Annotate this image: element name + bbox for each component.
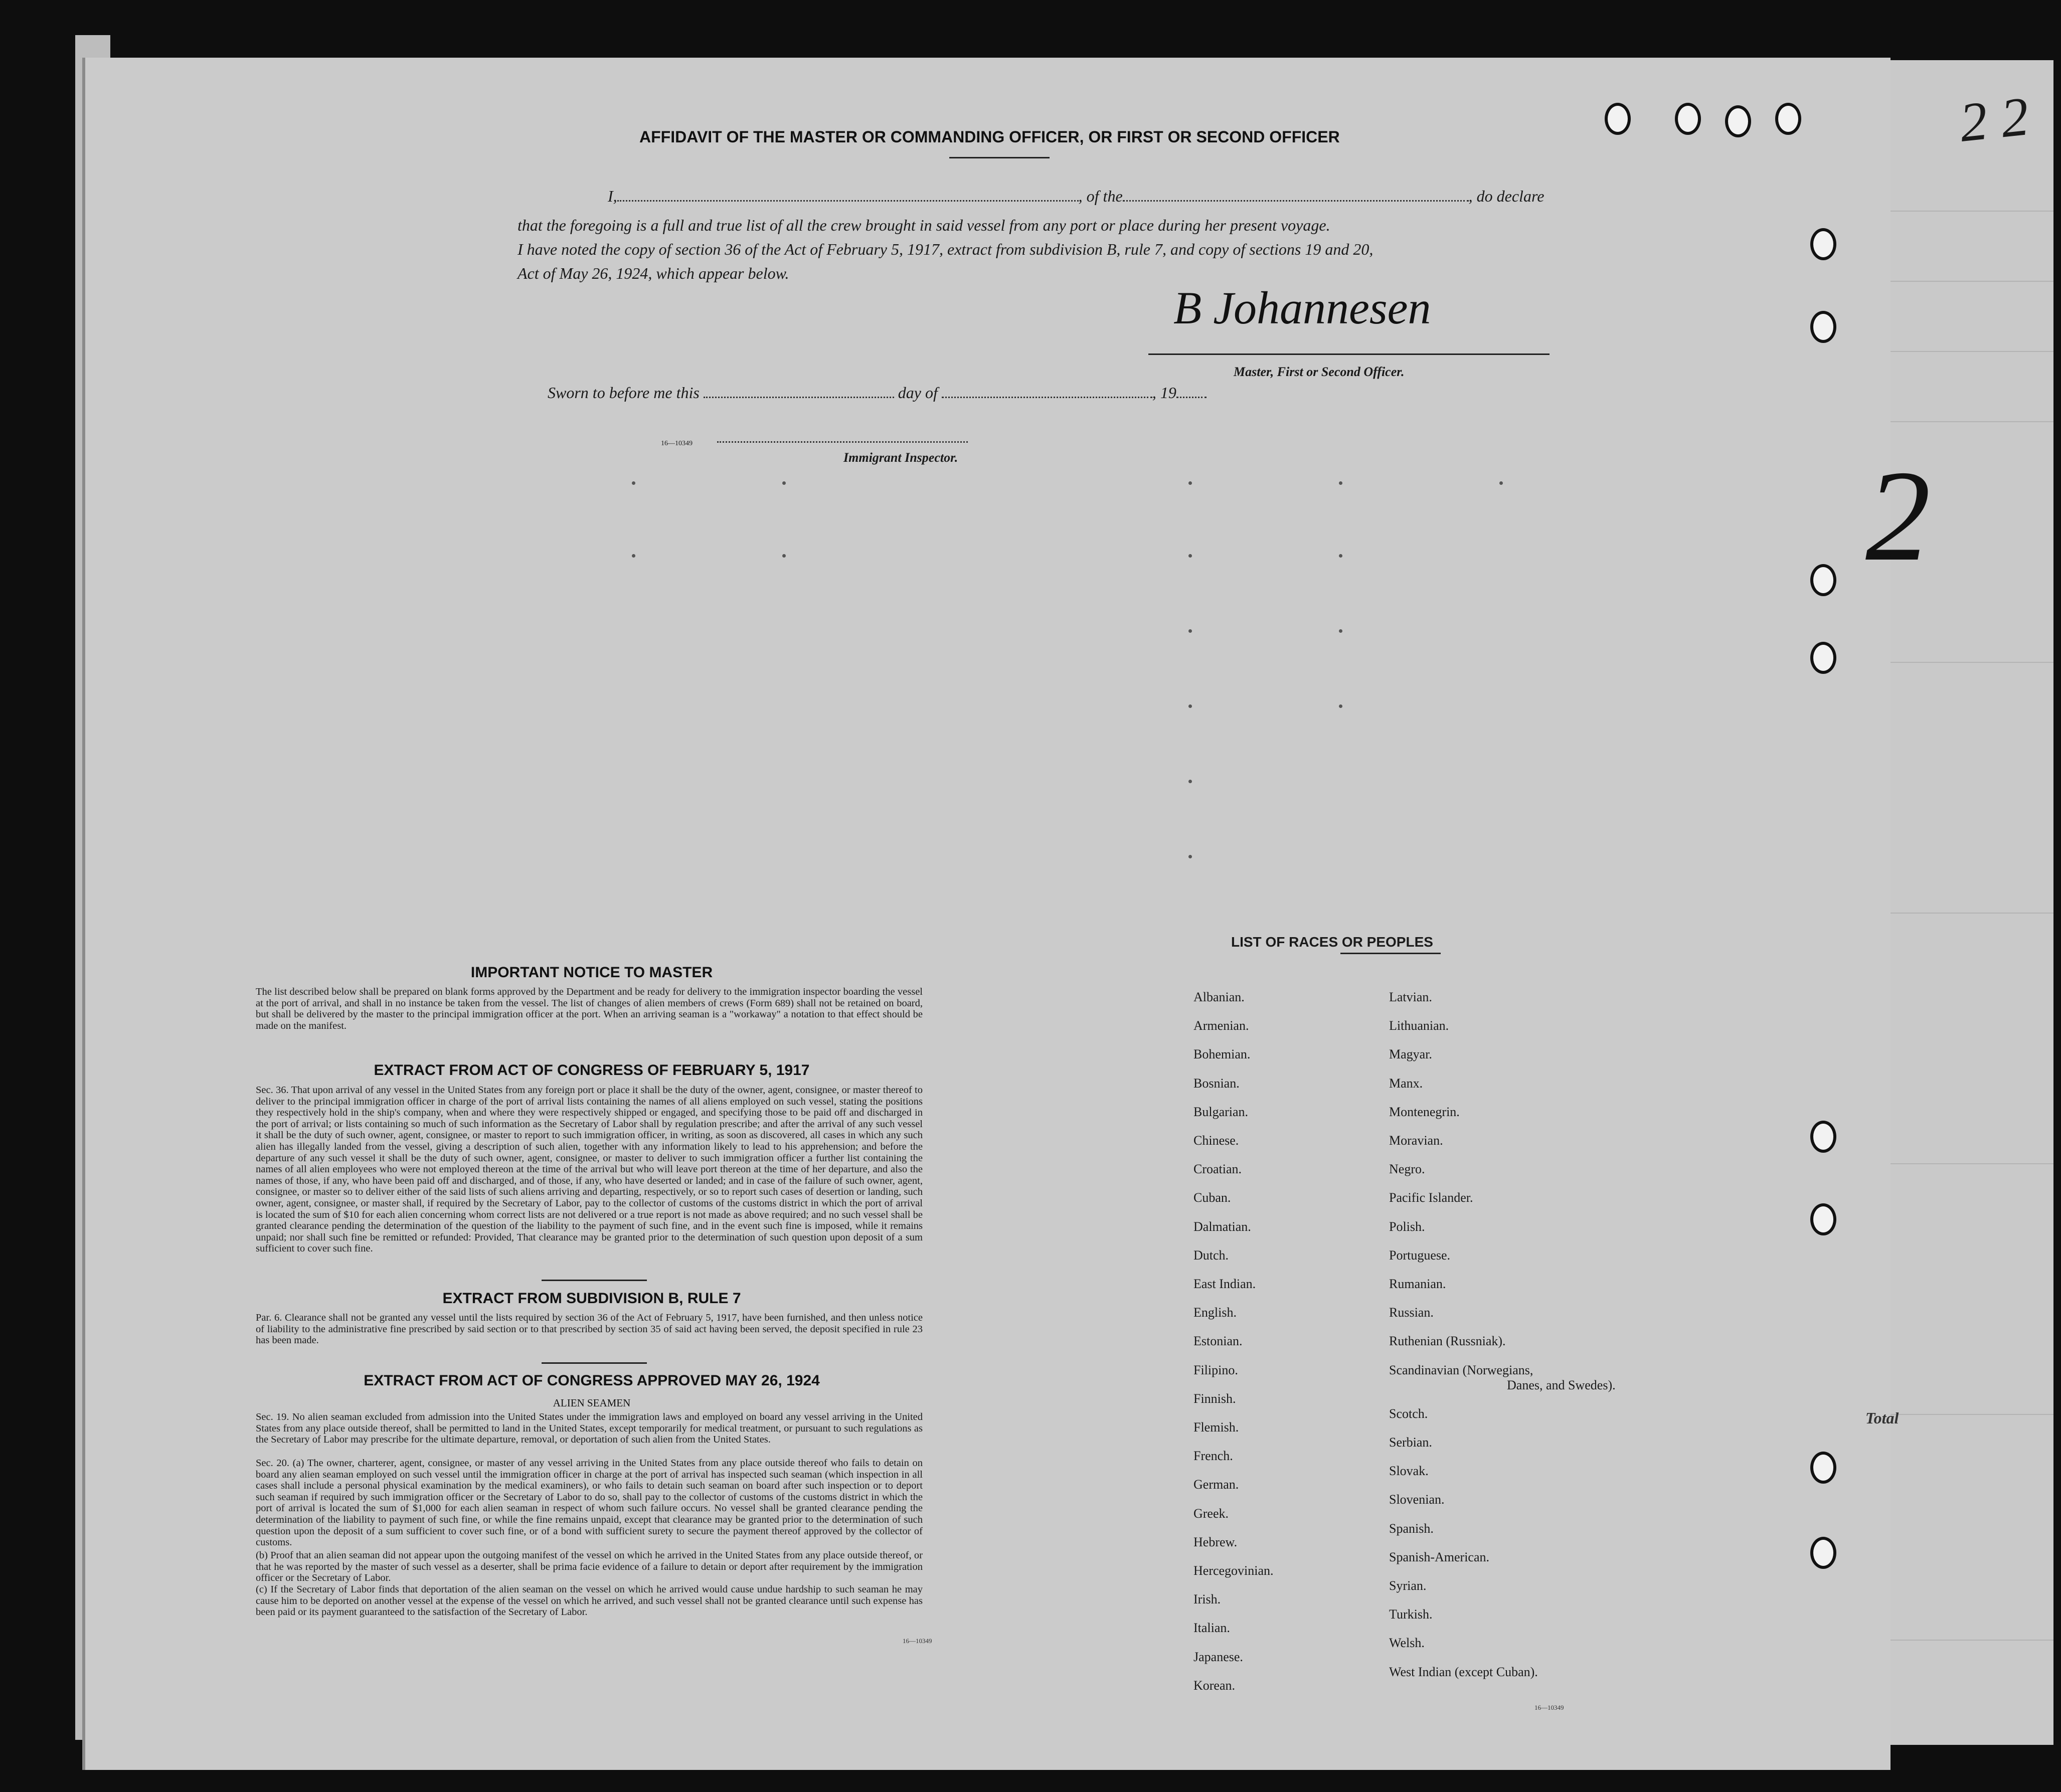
affidavit-page <box>85 58 1891 1770</box>
signature-line <box>1148 353 1550 355</box>
bleed-mark <box>1188 780 1192 783</box>
name-blank <box>617 188 1079 202</box>
bleed-mark <box>782 481 786 485</box>
bleed-mark <box>1188 704 1192 708</box>
signature-caption: Master, First or Second Officer. <box>1234 365 1405 379</box>
extract-rule7-title: EXTRACT FROM SUBDIVISION B, RULE 7 <box>442 1290 741 1307</box>
affidavit-title: AFFIDAVIT OF THE MASTER OR COMMANDING OFFICER, OR FIRST OR SECOND OFFICER <box>639 128 1340 146</box>
race-item: Italian. <box>1193 1621 1230 1636</box>
sworn-text: Sworn to before me this <box>548 384 700 402</box>
punch-hole <box>1810 1537 1836 1569</box>
race-item: Portuguese. <box>1389 1247 1451 1263</box>
bleed-mark <box>1188 554 1192 558</box>
notice-title: IMPORTANT NOTICE TO MASTER <box>470 964 713 981</box>
affidavit-do-declare: , do declare <box>1468 187 1544 205</box>
bleed-mark <box>1339 704 1342 708</box>
year-text: , 19 <box>1152 384 1176 402</box>
affidavit-line-4: Act of May 26, 1924, which appear below. <box>518 264 789 282</box>
race-item: Russian. <box>1389 1305 1434 1320</box>
race-item: Filipino. <box>1193 1362 1238 1377</box>
race-item: Magyar. <box>1389 1047 1432 1062</box>
affidavit-line-2: that the foregoing is a full and true list of all the crew brought in said vessel from any port or place during her present voyage. <box>518 216 1330 234</box>
race-item: Estonian. <box>1193 1334 1243 1349</box>
bleed-mark <box>632 554 635 558</box>
race-item: Turkish. <box>1389 1607 1433 1622</box>
affidavit-line-1 <box>518 187 1544 206</box>
sec20b-text: (b) Proof that an alien seaman did not appear upon the outgoing manifest of the vessel on which he arrived in the United States from any place outside thereof, or that he was reported by the master of such vessel as a deserter, shall be prima facie evidence of a failure to detain or deport after requirement by the immigration officer or the Secretary of Labor. <box>256 1550 923 1584</box>
races-title-rule <box>1340 953 1441 954</box>
bleed-mark <box>1339 629 1342 633</box>
sec19-text: Sec. 19. No alien seaman excluded from admission into the United States under the immigration laws and employed on board any vessel arriving in the United States from any place outside thereof, shall be permitted to land in the United States, except temporarily for medical treatment, or pursuant to such regulations as the Secretary of Labor may prescribe for the ultimate departure, removal, or deportation of such alien from the United States. <box>256 1411 923 1446</box>
sworn-line <box>548 384 1207 402</box>
race-item: Dutch. <box>1193 1247 1229 1263</box>
section-separator <box>542 1362 647 1364</box>
race-item: Dalmatian. <box>1193 1219 1251 1234</box>
punch-hole <box>1810 311 1836 343</box>
form-number: 16—10349 <box>661 440 693 447</box>
race-item: Bohemian. <box>1193 1047 1251 1062</box>
bleed-mark <box>1339 481 1342 485</box>
punch-hole <box>1810 1203 1836 1235</box>
section-separator <box>542 1280 647 1281</box>
form-number: 16—10349 <box>903 1637 932 1645</box>
race-item: Spanish. <box>1389 1521 1434 1536</box>
race-item: Polish. <box>1389 1219 1425 1234</box>
day-of-text: day of <box>898 384 938 402</box>
punch-hole <box>1605 103 1631 135</box>
bleed-mark <box>1188 855 1192 858</box>
affidavit-of-the: , of the <box>1078 187 1123 205</box>
page-number: 2 2 <box>1956 85 2031 153</box>
race-item: Korean. <box>1193 1678 1236 1693</box>
date-blank <box>704 385 894 398</box>
year-blank <box>1176 385 1207 398</box>
inspector-signature-line <box>717 441 968 444</box>
race-item: Slovak. <box>1389 1464 1429 1479</box>
punch-hole <box>1810 1121 1836 1153</box>
race-item: Irish. <box>1193 1592 1221 1607</box>
race-item: Montenegrin. <box>1389 1104 1460 1119</box>
extract-1917-text: Sec. 36. That upon arrival of any vessel in the United States from any foreign port or place it shall be the duty of the owner, agent, consignee, or master thereof to deliver to the principal immigration officer in charge of the port of arrival lists containing the names of all aliens employed on such vessel, stating the positions they respectively hold in the ship's company, when and where they were respectively shipped or engaged, and specifying those to be paid off and discharged in the port of arrival; or lists containing so much of such information as the Secretary of Labor shall by regulation prescribe; and after the arrival of any such vessel it shall be the duty of such owner, agent, consignee, or master to report to such immigration officer, in writing, as soon as discovered, all cases in which any such alien has illegally landed from the vessel, giving a description of such alien, together with any information likely to lead to his apprehension; and before the departure of any such vessel it shall be the duty of such owner, agent, consignee, or master to deliver to such immigration officer a further list containing the names of all alien employees who were not employed thereon at the time of the arrival but who will leave port thereon at the time of her departure, and also the names of those, if any, who have been paid off and discharged, and of those, if any, who have deserted or landed; and in case of the failure of such owner, agent, consignee, or master so to deliver either of the said lists of such aliens arriving and departing, respectively, or so to report such cases of desertion or landing, such owner, agent, consignee, or master shall, if required by the Secretary of Labor, pay to the collector of customs of the customs district in which the port of arrival is located the sum of $10 for each alien concerning whom correct lists are not delivered or a true report is not made as above required; and no such vessel shall be granted clearance pending the determination of the question of the liability to the payment of such fine, and in the event such fine is imposed, while it remains unpaid; nor shall such fine be remitted or refunded: Provided, That clearance may be granted prior to the determination of such question upon deposit of a sum sufficient to cover such fine. <box>256 1085 923 1255</box>
race-item: Lithuanian. <box>1389 1018 1449 1033</box>
race-item: Manx. <box>1389 1076 1423 1091</box>
signature-text: B Johannesen <box>1173 282 1431 333</box>
race-item: Hebrew. <box>1193 1534 1238 1549</box>
race-item: Scandinavian (Norwegians, <box>1389 1362 1533 1377</box>
notice-text: The list described below shall be prepared on blank forms approved by the Department and be ready for delivery to the immigration inspector boarding the vessel at the port of arrival, and shall in no instance be taken from the vessel. The list of changes of alien members of crews (Form 689) shall not be retained on board, but shall be delivered by the master to the principal immigration officer at the port. When an arriving seaman is a "workaway" a notation to that effect should be made on the manifest. <box>256 986 923 1031</box>
bleed-mark <box>782 554 786 558</box>
race-item: Greek. <box>1193 1506 1229 1521</box>
form-number: 16—10349 <box>1534 1704 1564 1711</box>
punch-hole <box>1775 103 1801 135</box>
race-item: Flemish. <box>1193 1420 1239 1435</box>
race-item: West Indian (except Cuban). <box>1389 1664 1538 1679</box>
race-item: Slovenian. <box>1389 1492 1445 1507</box>
bleed-mark <box>1339 554 1342 558</box>
race-item: French. <box>1193 1449 1233 1464</box>
alien-seamen-subtitle: ALIEN SEAMEN <box>553 1397 631 1409</box>
race-item: English. <box>1193 1305 1237 1320</box>
sec20a-text: Sec. 20. (a) The owner, charterer, agent, consignee, or master of any vessel arriving in the United States from any place outside thereof who fails to detain on board any alien seaman employed on such vessel until the immigration officer in charge at the port of arrival has inspected such seaman (which inspection in all cases shall include a personal physical examination by the medical examiners), or who fails to detain such seaman on board after such inspection or to deport such seaman if required by such immigration officer or the Secretary of Labor to do so, shall pay to the collector of customs of the customs district in which the port of arrival is located the sum of $1,000 for each alien seaman in respect of whom such failure occurs. No vessel shall be granted clearance pending the determination of the liability to payment of such fine, or while the fine remains unpaid, except that clearance may be granted prior to the determination of such question upon the deposit of a sum sufficient to cover such fine, or of a bond with sufficient surety to secure the payment thereof approved by the collector of customs. <box>256 1458 923 1548</box>
punch-hole <box>1810 564 1836 596</box>
race-item: Japanese. <box>1193 1649 1243 1664</box>
race-item: Negro. <box>1389 1162 1425 1177</box>
race-item: Chinese. <box>1193 1133 1239 1148</box>
master-signature <box>1158 268 1550 343</box>
race-item: Armenian. <box>1193 1018 1249 1033</box>
race-item: East Indian. <box>1193 1277 1256 1291</box>
race-item: Latvian. <box>1389 990 1432 1004</box>
race-item: Syrian. <box>1389 1578 1427 1593</box>
race-item: Finnish. <box>1193 1391 1236 1406</box>
race-item: Pacific Islander. <box>1389 1190 1473 1205</box>
vessel-blank <box>1123 188 1469 202</box>
races-title: LIST OF RACES OR PEOPLES <box>1231 934 1433 950</box>
inspector-label: Immigrant Inspector. <box>843 450 958 465</box>
extract-1924-title: EXTRACT FROM ACT OF CONGRESS APPROVED MAY 26, 1924 <box>364 1372 820 1389</box>
race-item: German. <box>1193 1477 1239 1492</box>
month-blank <box>942 385 1152 398</box>
race-item: Rumanian. <box>1389 1277 1446 1291</box>
race-item: Scotch. <box>1389 1406 1428 1421</box>
race-item: Ruthenian (Russniak). <box>1389 1334 1506 1349</box>
punch-hole <box>1810 228 1836 260</box>
extract-1917-title: EXTRACT FROM ACT OF CONGRESS OF FEBRUARY 5, 1917 <box>374 1062 810 1079</box>
title-rule <box>949 157 1050 158</box>
race-item: Welsh. <box>1389 1636 1425 1651</box>
race-item: Hercegovinian. <box>1193 1563 1274 1578</box>
race-item: Bosnian. <box>1193 1076 1240 1091</box>
bleed-mark <box>1188 481 1192 485</box>
sec20c-text: (c) If the Secretary of Labor finds that deportation of the alien seaman on the vessel on which he arrived would cause undue hardship to such seaman he may cause him to be deported on another vessel at the expense of the vessel on which he arrived, and such vessel shall not be granted clearance until such expense has been paid or its payment guaranteed to the satisfaction of the Secretary of Labor. <box>256 1584 923 1618</box>
race-item: Serbian. <box>1389 1435 1432 1450</box>
punch-hole <box>1675 103 1701 135</box>
race-item: Moravian. <box>1389 1133 1443 1148</box>
punch-hole <box>1810 1452 1836 1484</box>
race-item: Croatian. <box>1193 1162 1242 1177</box>
punch-hole <box>1810 642 1836 674</box>
bleed-mark <box>1499 481 1503 485</box>
bleed-mark <box>1188 629 1192 633</box>
race-item: Albanian. <box>1193 990 1245 1004</box>
race-item: Bulgarian. <box>1193 1104 1249 1119</box>
handwritten-mark: 2 <box>1865 444 1931 588</box>
total-label: Total <box>1865 1409 1899 1427</box>
punch-hole <box>1725 105 1751 137</box>
bleed-mark <box>632 481 635 485</box>
race-item: Spanish-American. <box>1389 1549 1490 1564</box>
extract-rule7-text: Par. 6. Clearance shall not be granted any vessel until the lists required by section 36 of the Act of February 5, 1917, have been furnished, and then unless notice of liability to the administrative fine prescribed by said section or to that prescribed by section 35 of said act having been served, the deposit specified in rule 23 has been made. <box>256 1312 923 1346</box>
affidavit-line-3: I have noted the copy of section 36 of the Act of February 5, 1917, extract from subdivision B, rule 7, and copy of sections 19 and 20, <box>518 240 1373 258</box>
race-item: Cuban. <box>1193 1190 1231 1205</box>
race-item: Danes, and Swedes). <box>1507 1377 1616 1392</box>
affidavit-i: I, <box>608 187 617 205</box>
